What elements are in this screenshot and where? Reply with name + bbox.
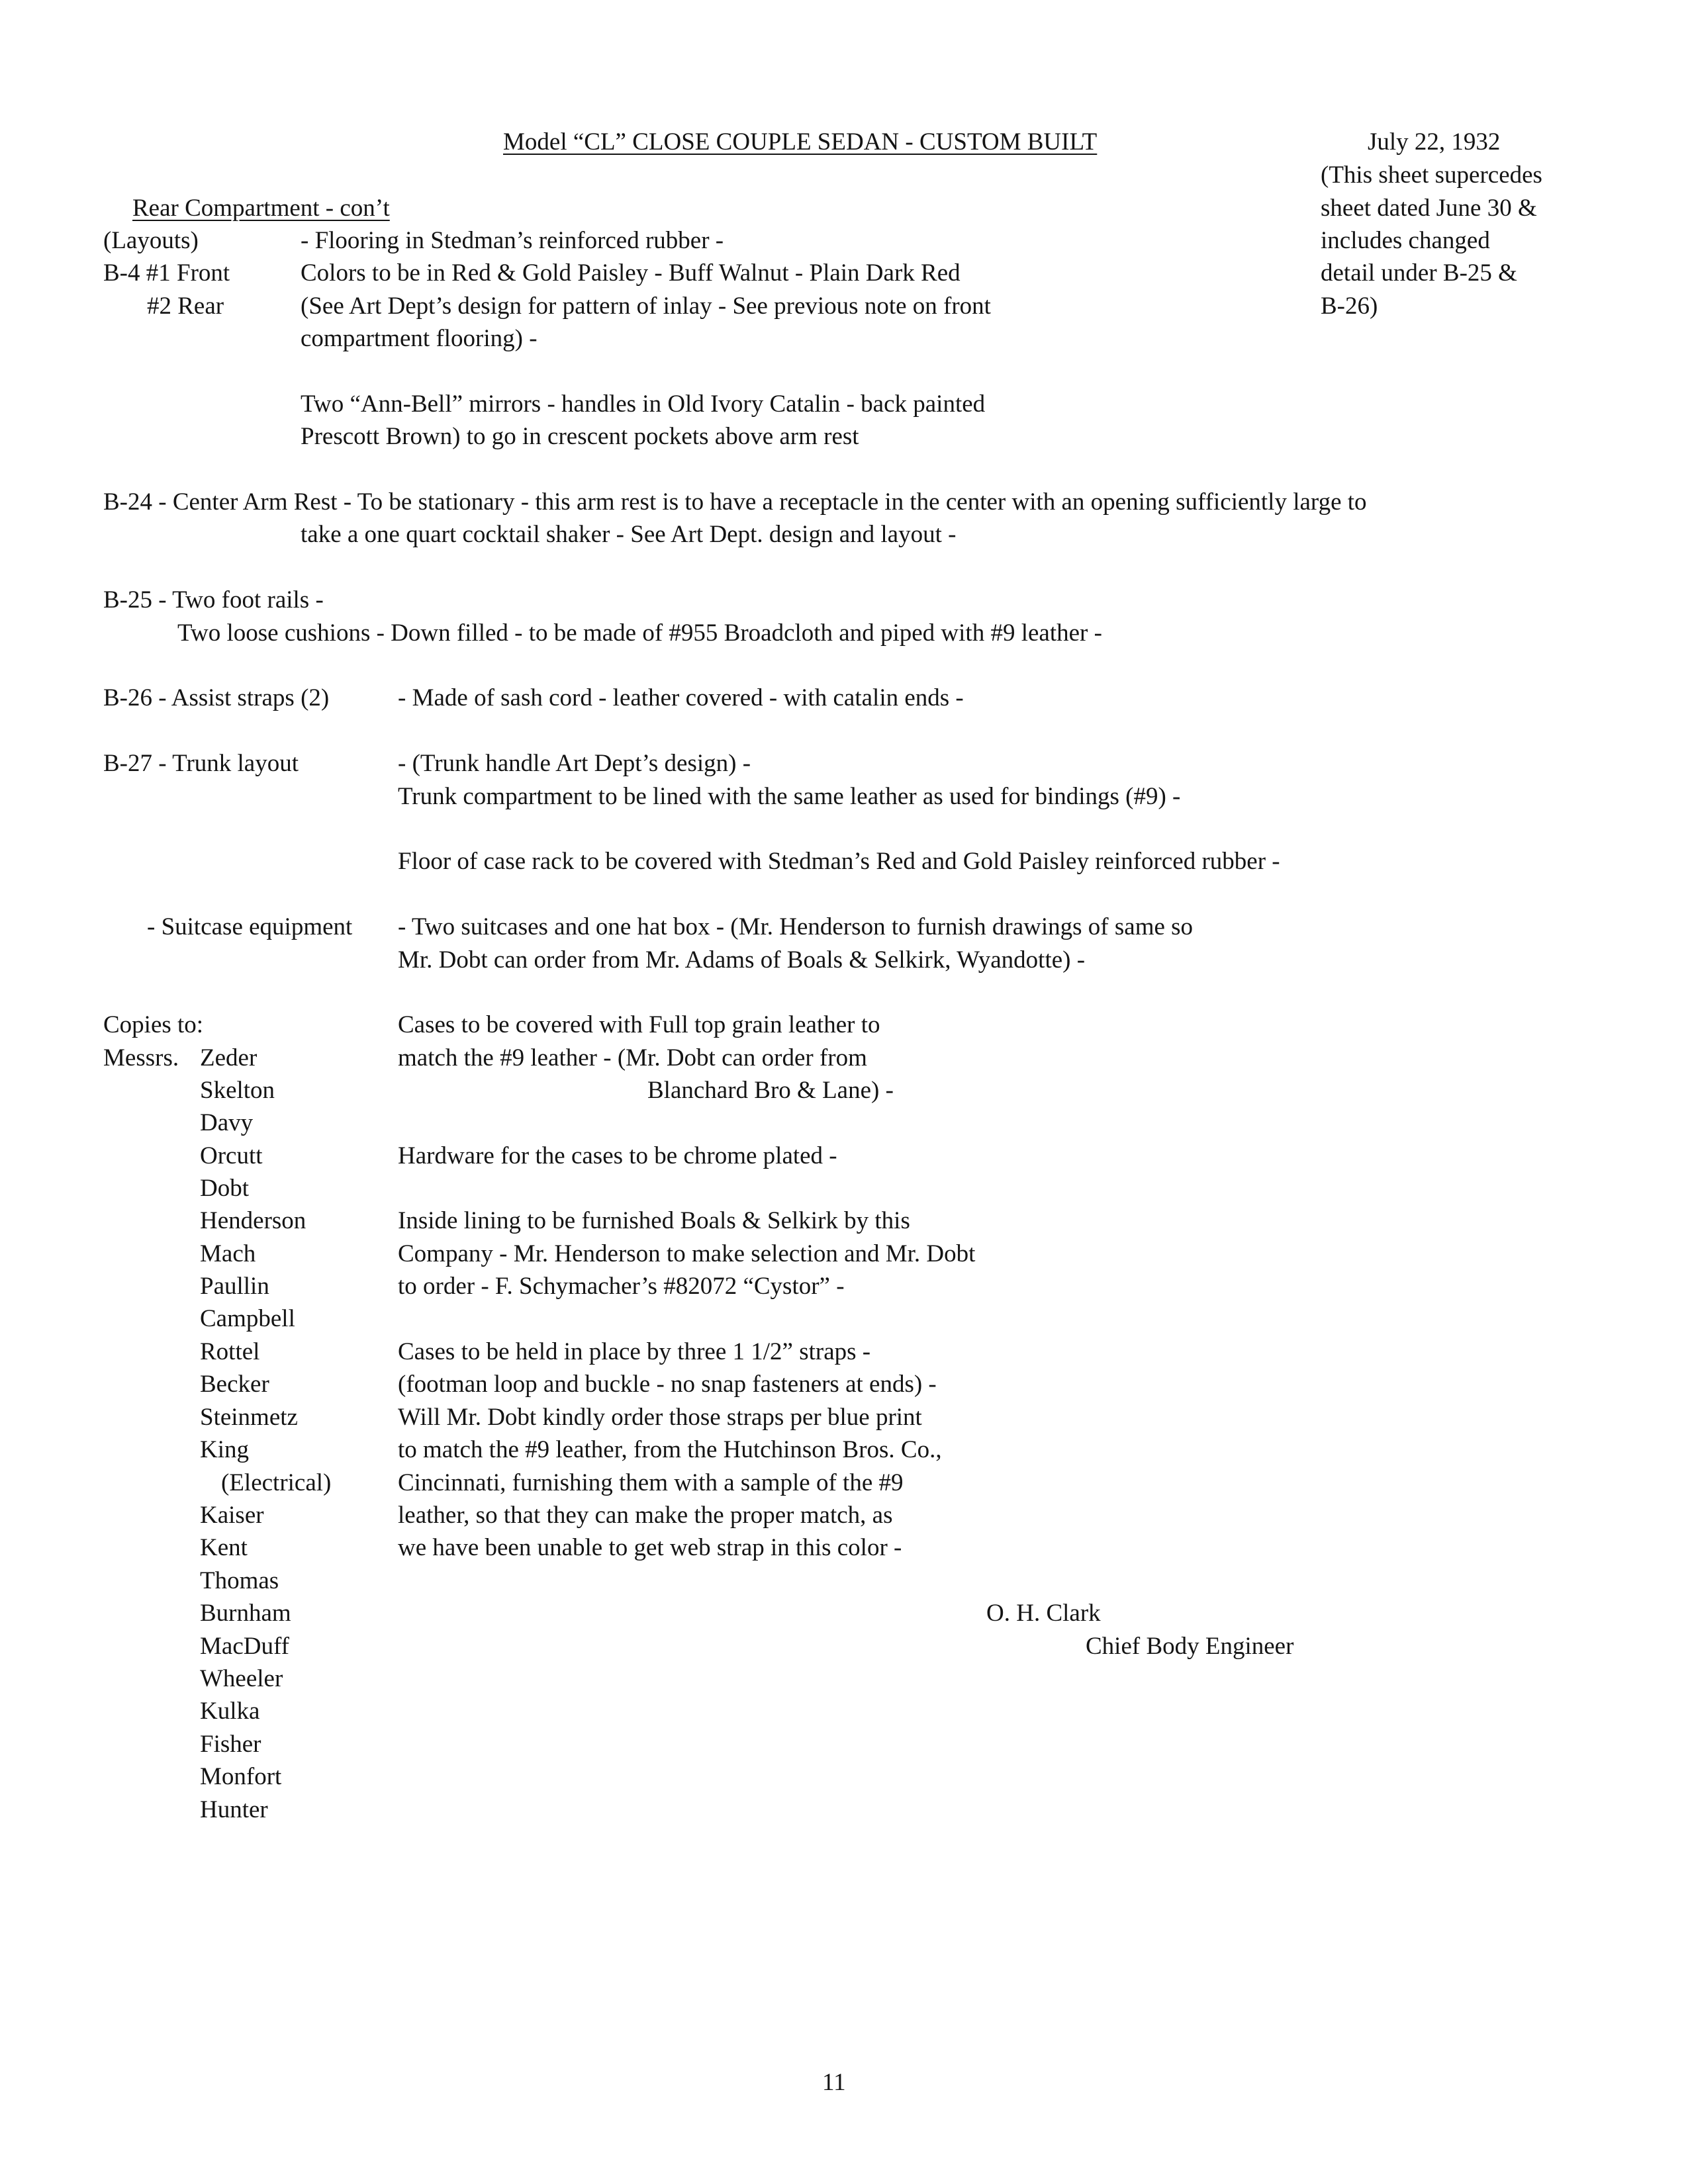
copies-name: Kent <box>200 1534 248 1561</box>
straps-line: (footman loop and buckle - no snap fasteners at ends) - <box>398 1371 937 1398</box>
lining-line: Inside lining to be furnished Boals & Selkirk by this <box>398 1207 910 1234</box>
copies-name: (Electrical) <box>221 1469 332 1496</box>
covering-line: Cases to be covered with Full top grain leather to <box>398 1011 880 1038</box>
document-title: Model “CL” CLOSE COUPLE SEDAN - CUSTOM BUILT <box>503 128 1098 156</box>
copies-name: Dobt <box>200 1175 249 1202</box>
copies-name: Zeder <box>200 1044 258 1071</box>
signature-title: Chief Body Engineer <box>1086 1633 1294 1660</box>
copies-name: Paullin <box>200 1273 269 1300</box>
copies-name: Campbell <box>200 1305 295 1332</box>
copies-name: Becker <box>200 1371 269 1398</box>
covering-line: match the #9 leather - (Mr. Dobt can order from <box>398 1044 867 1071</box>
straps-line: to match the #9 leather, from the Hutchinson Bros. Co., <box>398 1436 942 1463</box>
lining-line: to order - F. Schymacher’s #82072 “Cystor” - <box>398 1273 845 1300</box>
covering-line: Blanchard Bro & Lane) - <box>647 1077 894 1104</box>
label-layouts: (Layouts) <box>103 227 199 254</box>
copies-heading: Copies to: <box>103 1011 204 1038</box>
mirrors-line: Two “Ann-Bell” mirrors - handles in Old Ivory Catalin - back painted <box>301 390 986 418</box>
straps-line: we have been unable to get web strap in this color - <box>398 1534 902 1561</box>
signature-name: O. H. Clark <box>986 1600 1101 1627</box>
copies-name: Hunter <box>200 1796 268 1823</box>
supersede-note-line: B-26) <box>1321 293 1378 320</box>
copies-name: Kaiser <box>200 1502 264 1529</box>
b26-label: B-26 - Assist straps (2) <box>103 684 330 711</box>
copies-name: MacDuff <box>200 1633 289 1660</box>
b25-line: B-25 - Two foot rails - <box>103 586 324 614</box>
straps-line: Cases to be held in place by three 1 1/2” straps - <box>398 1338 871 1365</box>
mirrors-line: Prescott Brown) to go in crescent pockets above arm rest <box>301 423 859 450</box>
copies-name: Henderson <box>200 1207 306 1234</box>
b27-line: - (Trunk handle Art Dept’s design) - <box>398 750 751 777</box>
straps-line: Will Mr. Dobt kindly order those straps per blue print <box>398 1404 922 1431</box>
copies-name: Mach <box>200 1240 256 1267</box>
straps-line: leather, so that they can make the proper match, as <box>398 1502 893 1529</box>
document-date: July 22, 1932 <box>1368 128 1501 156</box>
b27-line: Trunk compartment to be lined with the same leather as used for bindings (#9) - <box>398 783 1181 810</box>
b27-label: B-27 - Trunk layout <box>103 750 299 777</box>
section-heading-rear-compartment: Rear Compartment - con’t <box>132 195 390 222</box>
page-number: 11 <box>822 2069 846 2096</box>
flooring-line: (See Art Dept’s design for pattern of inlay - See previous note on front <box>301 293 991 320</box>
copies-name: Steinmetz <box>200 1404 298 1431</box>
label-b4-front: B-4 #1 Front <box>103 259 230 287</box>
copies-name: Thomas <box>200 1567 279 1594</box>
label-b4-rear: #2 Rear <box>147 293 224 320</box>
flooring-line: Colors to be in Red & Gold Paisley - Buff Walnut - Plain Dark Red <box>301 259 961 287</box>
flooring-line: compartment flooring) - <box>301 325 538 352</box>
b26-text: - Made of sash cord - leather covered - with catalin ends - <box>398 684 964 711</box>
b24-line: B-24 - Center Arm Rest - To be stationary - this arm rest is to have a receptacle in the center with an opening sufficiently large to <box>103 488 1367 516</box>
supersede-note-line: detail under B-25 & <box>1321 259 1517 287</box>
copies-name: King <box>200 1436 249 1463</box>
lining-line: Company - Mr. Henderson to make selection and Mr. Dobt <box>398 1240 976 1267</box>
suitcase-line: Mr. Dobt can order from Mr. Adams of Boals & Selkirk, Wyandotte) - <box>398 946 1086 974</box>
copies-name: Skelton <box>200 1077 275 1104</box>
copies-name: Wheeler <box>200 1665 283 1692</box>
b25-line: Two loose cushions - Down filled - to be made of #955 Broadcloth and piped with #9 leather - <box>177 619 1102 647</box>
straps-line: Cincinnati, furnishing them with a sample of the #9 <box>398 1469 904 1496</box>
copies-name: Monfort <box>200 1763 282 1790</box>
copies-name: Fisher <box>200 1731 261 1758</box>
suitcase-line: - Two suitcases and one hat box - (Mr. Henderson to furnish drawings of same so <box>398 913 1194 940</box>
supersede-note-line: sheet dated June 30 & <box>1321 195 1537 222</box>
supersede-note-line: includes changed <box>1321 227 1490 254</box>
copies-name: Kulka <box>200 1698 260 1725</box>
case-rack-line: Floor of case rack to be covered with Stedman’s Red and Gold Paisley reinforced rubber - <box>398 848 1280 875</box>
copies-name: Rottel <box>200 1338 260 1365</box>
copies-name: Burnham <box>200 1600 291 1627</box>
suitcase-label: - Suitcase equipment <box>147 913 353 940</box>
hardware-line: Hardware for the cases to be chrome plated - <box>398 1142 837 1169</box>
copies-prefix: Messrs. <box>103 1044 179 1071</box>
flooring-line: - Flooring in Stedman’s reinforced rubber - <box>301 227 724 254</box>
b24-line: take a one quart cocktail shaker - See Art Dept. design and layout - <box>301 521 957 548</box>
supersede-note-line: (This sheet supercedes <box>1321 161 1542 189</box>
copies-name: Davy <box>200 1109 254 1136</box>
copies-name: Orcutt <box>200 1142 263 1169</box>
